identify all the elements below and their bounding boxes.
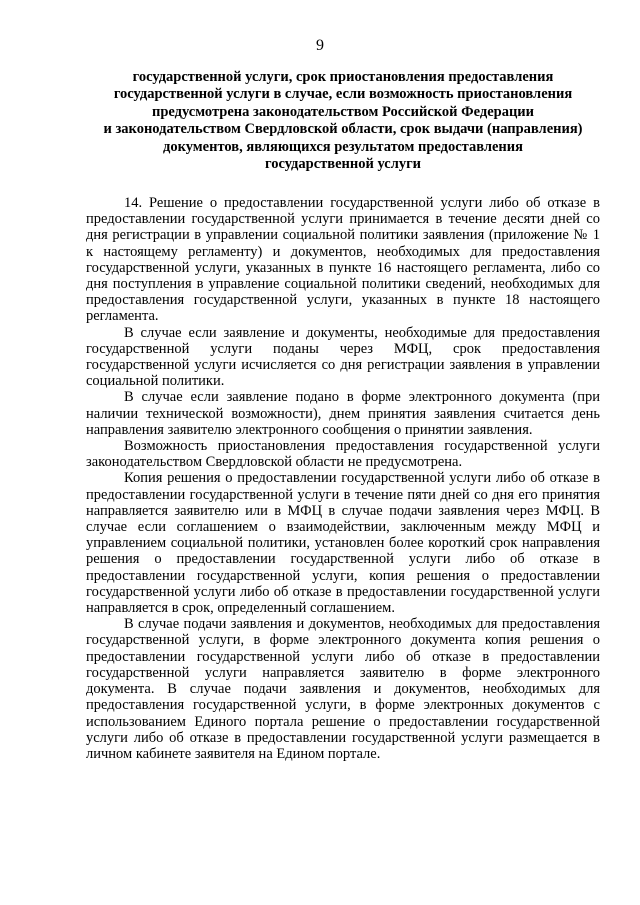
document-body (86, 195, 600, 762)
heading-line: государственной услуги в случае, если возможность приостановления (113, 86, 573, 103)
paragraph: В случае подачи заявления и документов, необходимых для предоставления государственной услуги, в форме электронного документа копия решения о предоставлении государственной услуги либо об отказе в предоставлении государственной услуги направляется заявителю в форме электронного документа. В случае подачи заявления и документов, необходимых для предоставления государственной услуги, в форме электронных документов с использованием Единого портала решение о предоставлении государственной услуги либо об отказе в предоставлении государственной услуги размещается в личном кабинете заявителя на Едином портале. (86, 616, 600, 762)
page-number: 9 (316, 37, 324, 54)
heading-line: государственной услуги, срок приостановления предоставления (132, 69, 554, 85)
paragraph: Возможность приостановления предоставления государственной услуги законодательством Свердловской области не предусмотрена. (86, 438, 600, 471)
heading-line: государственной услуги (264, 156, 422, 173)
paragraph: Копия решения о предоставлении государственной услуги либо об отказе в предоставлении государственной услуги в течение пяти дней со дня его принятия направляется заявителю или в МФЦ в случае подачи заявления через МФЦ. В случае если соглашением о взаимодействии, заключенным между МФЦ и управлением социальной политики, установлен более короткий срок направления решения о предоставлении государственной услуги либо об отказе в предоставлении государственной услуги, копия решения о предоставлении государственной услуги либо об отказе в предоставлении государственной услуги направляется в срок, определенный соглашением. (86, 470, 600, 617)
heading-line: предусмотрена законодательством Российской Федерации (151, 103, 535, 120)
paragraph: 14. Решение о предоставлении государственной услуги либо об отказе в предоставлении государственной услуги принимается в течение десяти дней со дня регистрации в управлении социальной политики заявления (приложение № 1 к настоящему регламенту) и документов, необходимых для предоставления государственной услуги, указанных в пункте 16 настоящего регламента, либо со дня поступления в управление социальной политики сведений, необходимых для предоставления государственной услуги, указанных в пункте 18 настоящего регламента. (86, 195, 600, 325)
paragraph: В случае если заявление и документы, необходимые для предоставления государственной услуги поданы через МФЦ, срок предоставления государственной услуги исчисляется со дня регистрации заявления в управлении социальной политики. (86, 324, 600, 390)
paragraph: В случае если заявление подано в форме электронного документа (при наличии технической возможности), днем принятия заявления считается день направления заявителю электронного сообщения о принятии заявления. (86, 389, 600, 438)
heading-line: документов, являющихся результатом предоставления (163, 138, 523, 155)
section-heading (86, 69, 600, 173)
heading-line: и законодательством Свердловской области, срок выдачи (направления) (103, 121, 583, 138)
